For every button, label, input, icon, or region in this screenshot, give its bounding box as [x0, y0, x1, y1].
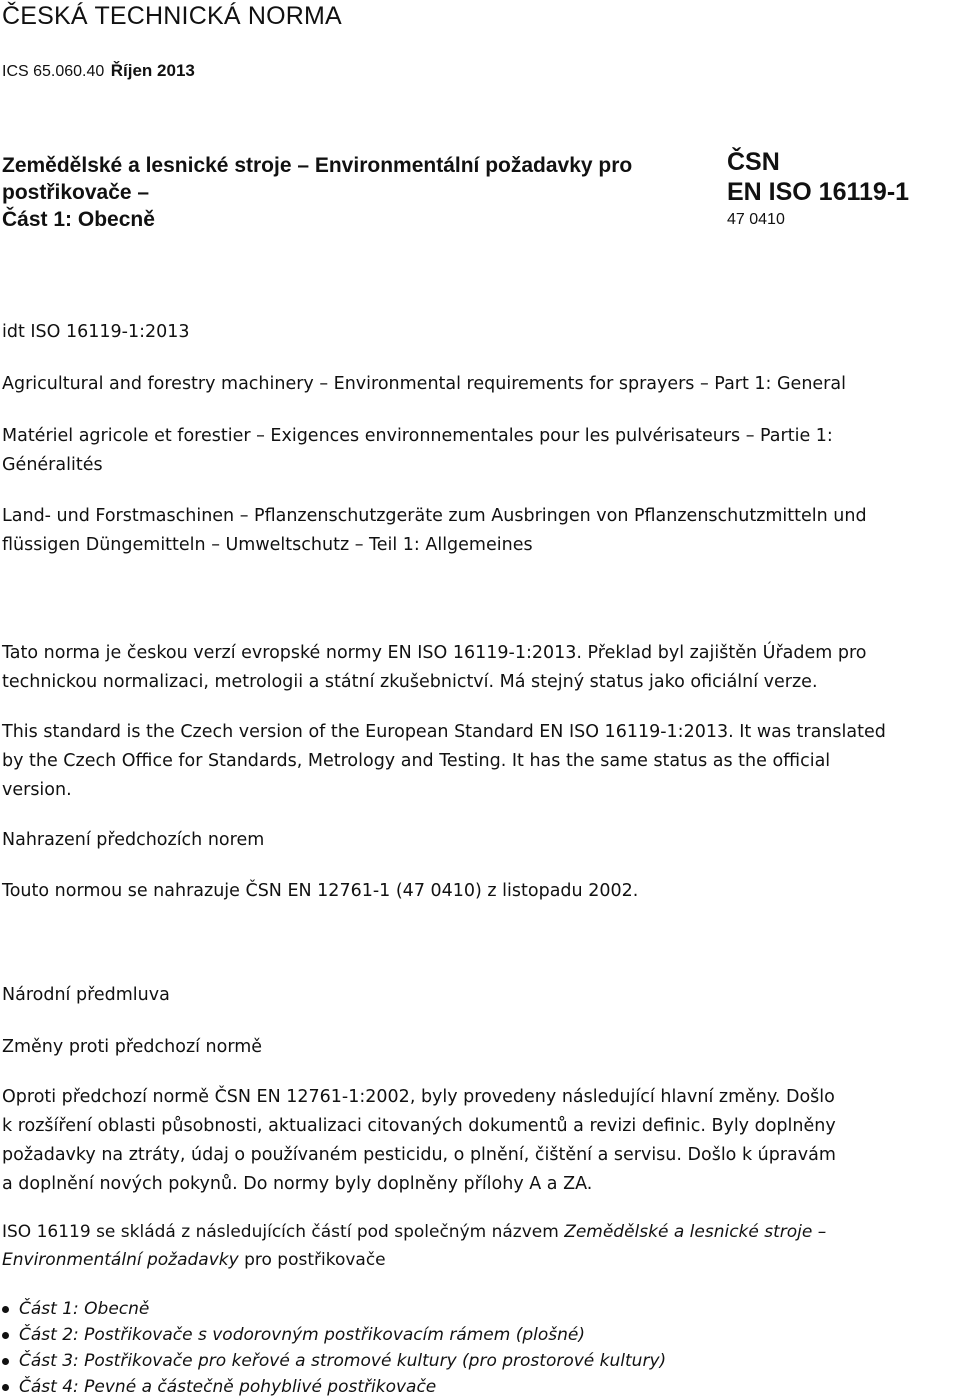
- notice-line: by the Czech Office for Standards, Metrology and Testing. It has the same status as the official: [2, 751, 831, 771]
- standard-number: EN ISO 16119-1: [727, 178, 910, 206]
- list-item: [2, 1296, 960, 1322]
- changes-line: a doplnění nových pokynů. Do normy byly doplněny přílohy A a ZA.: [2, 1174, 593, 1194]
- parts-intro-text: ISO 16119 se skládá z následujících částí pod společným názvem: [2, 1222, 565, 1242]
- czech-version-notice: [2, 639, 960, 697]
- bullet-icon: [2, 1384, 9, 1391]
- classification-number: 47 0410: [727, 211, 785, 228]
- french-title-line: Matériel agricole et forestier – Exigences environnementales pour les pulvérisateurs – Partie 1:: [2, 426, 833, 446]
- german-title-line: Land- und Forstmaschinen – Pflanzenschutzgeräte zum Ausbringen von Pflanzenschutzmitteln und: [2, 506, 867, 526]
- list-item: [2, 1322, 960, 1348]
- standard-title-line: Část 1: Obecně: [2, 208, 155, 231]
- list-item: [2, 1374, 960, 1400]
- part-title: Část 4: Pevné a částečně pohyblivé postřikovače: [19, 1377, 437, 1397]
- standard-title-line: postřikovače –: [2, 181, 150, 204]
- parts-intro-series-title: Zemědělské a lesnické stroje –: [564, 1222, 827, 1242]
- document-type-title: ČESKÁ TECHNICKÁ NORMA: [2, 2, 342, 30]
- english-version-notice: [2, 718, 960, 805]
- french-title-line: Généralités: [2, 455, 103, 475]
- changes-line: Oproti předchozí normě ČSN EN 12761-1:2002, byly provedeny následující hlavní změny. Došlo: [2, 1087, 835, 1107]
- notice-line: This standard is the Czech version of the European Standard EN ISO 16119-1:2013. It was translated: [2, 722, 886, 742]
- replacement-text: Touto normou se nahrazuje ČSN EN 12761-1 (47 0410) z listopadu 2002.: [2, 881, 639, 901]
- standard-title: [2, 152, 722, 233]
- german-title-line: flüssigen Düngemitteln – Umweltschutz – Teil 1: Allgemeines: [2, 535, 533, 555]
- changes-line: k rozšíření oblasti působnosti, aktualizaci citovaných dokumentů a revizi definic. Byly doplněny: [2, 1116, 836, 1136]
- list-item: [2, 1348, 960, 1374]
- ics-and-date-line: [2, 61, 195, 81]
- bullet-icon: [2, 1358, 9, 1365]
- national-foreword-heading: Národní předmluva: [2, 985, 170, 1005]
- standard-designation: [727, 147, 957, 231]
- notice-line: technickou normalizaci, metrologii a státní zkušebnictví. Má stejný status jako oficiální verze.: [2, 672, 818, 692]
- csn-label: ČSN: [727, 148, 780, 176]
- part-title: Část 3: Postřikovače pro keřové a stromové kultury (pro prostorové kultury): [19, 1351, 667, 1371]
- bullet-icon: [2, 1306, 9, 1313]
- publication-date: Říjen 2013: [110, 61, 195, 80]
- french-title: [2, 422, 960, 480]
- parts-intro: [2, 1218, 960, 1274]
- parts-intro-series-title-cont: Environmentální požadavky pro postřikovače: [2, 1250, 386, 1270]
- parts-list: [2, 1296, 960, 1400]
- german-title: [2, 502, 960, 560]
- replacement-heading: Nahrazení předchozích norem: [2, 830, 265, 850]
- changes-text: [2, 1083, 960, 1199]
- ics-code: ICS 65.060.40: [2, 63, 105, 80]
- changes-heading: Změny proti předchozí normě: [2, 1037, 263, 1057]
- english-title: Agricultural and forestry machinery – Environmental requirements for sprayers – Part 1: General: [2, 374, 846, 394]
- notice-line: version.: [2, 780, 72, 800]
- bullet-icon: [2, 1332, 9, 1339]
- part-title: Část 2: Postřikovače s vodorovným postřikovacím rámem (plošné): [19, 1325, 585, 1345]
- standard-title-line: Zemědělské a lesnické stroje – Environmentální požadavky pro: [2, 154, 633, 177]
- identity-note: idt ISO 16119-1:2013: [2, 322, 190, 342]
- changes-line: požadavky na ztráty, údaj o používaném pesticidu, o plnění, čištění a servisu. Došlo k úpravám: [2, 1145, 836, 1165]
- part-title: Část 1: Obecně: [19, 1299, 150, 1319]
- notice-line: Tato norma je českou verzí evropské normy EN ISO 16119-1:2013. Překlad byl zajištěn Úřadem pro: [2, 643, 867, 663]
